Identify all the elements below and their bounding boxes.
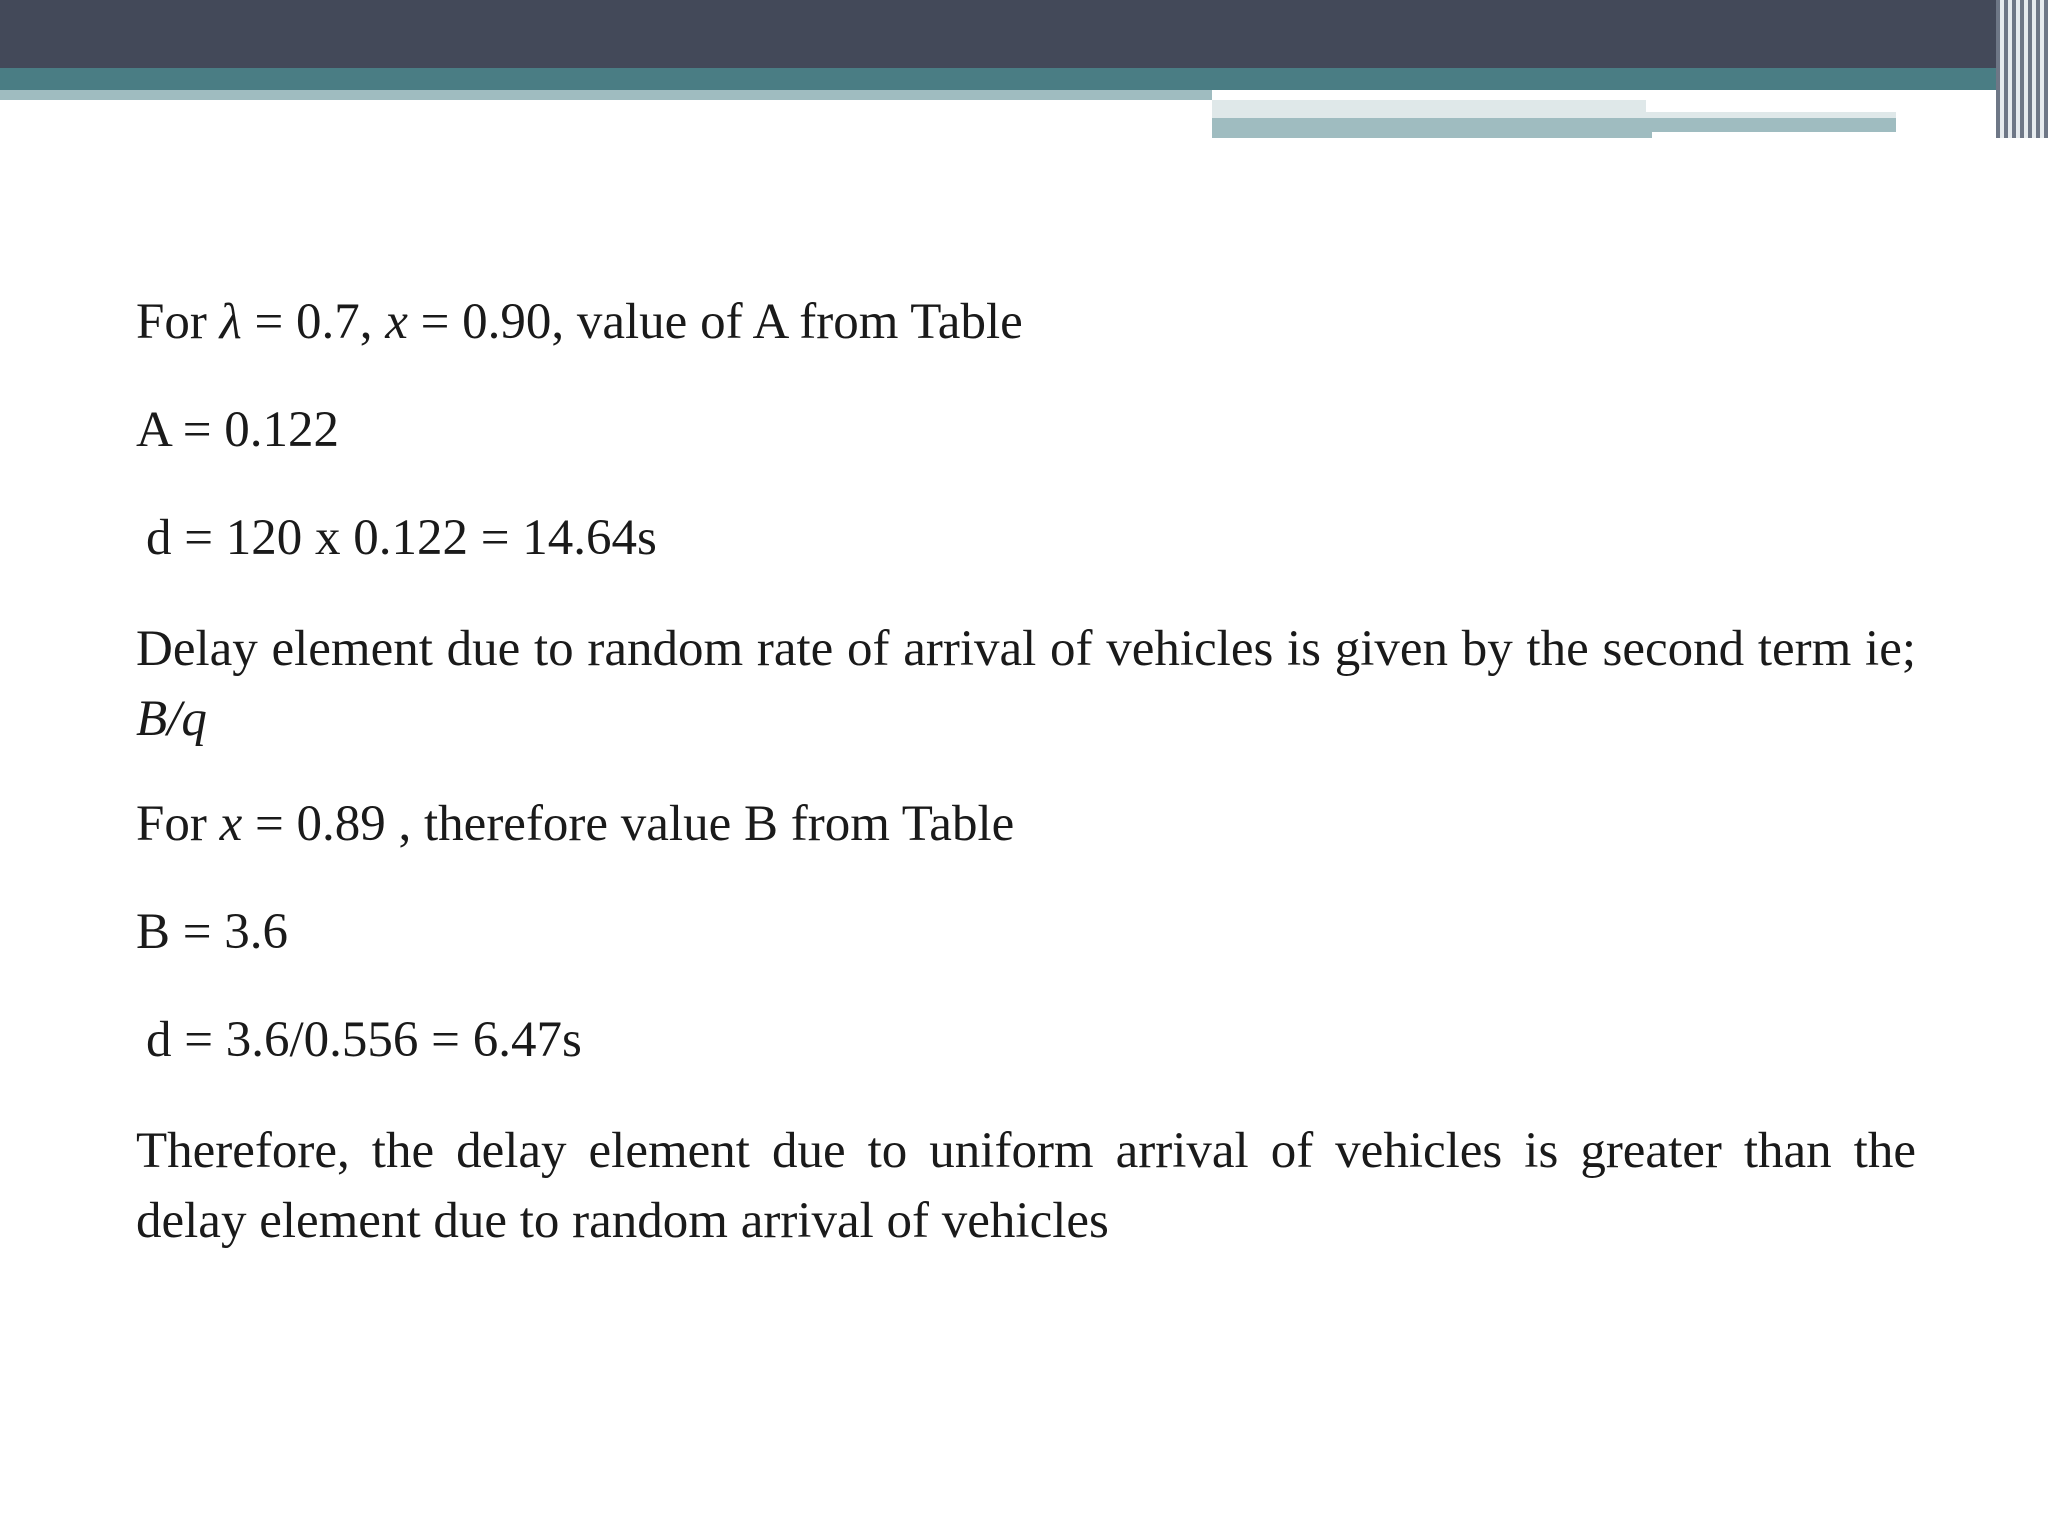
line-d-uniform: d = 120 x 0.122 = 14.64s (146, 510, 657, 566)
header-dark-band (0, 0, 2048, 68)
line-random-delay (136, 614, 1916, 754)
line-text: Delay element due to random rate of arrival of vehicles is given by the second term ie; (136, 621, 1916, 677)
line-text: = 0.90, value of A from Table (407, 294, 1023, 350)
line-d-random: d = 3.6/0.556 = 6.47s (146, 1012, 582, 1068)
b-over-q: B/q (136, 691, 207, 747)
header-vertical-stripes (1996, 0, 2048, 138)
line-text: For (136, 294, 220, 350)
line-b-value: B = 3.6 (136, 904, 289, 960)
header-light-band-right (1212, 100, 1646, 112)
line-text: = 0.7, (241, 294, 386, 350)
header-accent-band-end (1652, 118, 1896, 132)
line-a-value: A = 0.122 (136, 402, 340, 458)
header-teal-band (0, 68, 2000, 90)
slide-body (136, 290, 1916, 1294)
x-symbol: x (385, 294, 408, 350)
line-text: For (136, 796, 220, 852)
x-symbol: x (219, 796, 243, 852)
line-x-value (136, 792, 1916, 856)
header-accent-band (1212, 118, 1652, 138)
line-text: = 0.89 , therefore value B from Table (242, 796, 1015, 852)
header-light-band-left (0, 90, 1212, 100)
line-conclusion: Therefore, the delay element due to uniform arrival of vehicles is greater than the delay element due to random arrival of vehicles (136, 1123, 1916, 1249)
lambda-symbol: λ (219, 294, 242, 350)
line-lambda-x (136, 290, 1916, 354)
